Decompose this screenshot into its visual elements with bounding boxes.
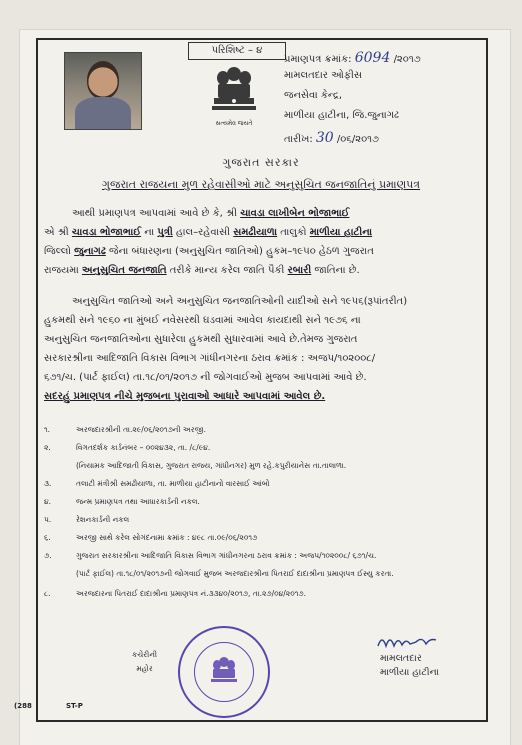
text-segment: જાતિના છે.: [311, 265, 360, 276]
evidence-number: ૧.: [44, 425, 51, 434]
text-segment: જેના બંધારણના (અનુસુચિત જાતિઓ) હુકમ–૧૯૫૦ હેઠળ ગુજરાત: [105, 246, 374, 257]
applicant-name: ચાવડા લાખીબેન ભોજાભાઈ: [240, 208, 350, 219]
village: સમઢીયાળા: [233, 227, 278, 238]
relation: પુત્રી: [157, 227, 173, 238]
evidence-item: અરજદારશ્રીની તા.૨૯/૦૬/૨૦૧૭ની અરજી.: [76, 425, 206, 434]
office-seal-label: [132, 648, 157, 676]
para1-line-1: [44, 204, 474, 223]
legal-basis-paragraph: [44, 292, 474, 406]
evidence-heading: સદરહું પ્રમાણપત્ર નીચે મુજબના પુરાવાઓ આધારે આપવામાં આવેલ છે.: [44, 391, 326, 402]
certificate-number-value: 6094: [354, 50, 391, 66]
text-segment: એ શ્રી: [44, 227, 72, 238]
national-emblem-icon: [206, 64, 262, 116]
form-code-left: (288: [14, 702, 32, 710]
emblem-motto: સત્યમેવ જયતે: [215, 120, 253, 127]
seal-emblem-icon: [180, 628, 268, 716]
district: જુનાગઢ: [74, 246, 106, 257]
certificate-number-label: પ્રમાણપત્ર ક્રમાંક:: [284, 54, 352, 65]
para2-line-4: સરકારશ્રીના આદિજાતિ વિકાસ વિભાગ ગાંધીનગરના ઠરાવ ક્રમાંક : અજપ/૧૦૨૦૦૮/: [44, 353, 376, 364]
evidence-number: ૨.: [44, 443, 51, 452]
certification-paragraph: [44, 204, 474, 280]
evidence-number: ૩.: [44, 479, 52, 488]
evidence-item: (પાર્ટ ફાઈલ) તા.૧૮/૦૧/૨૦૧૭ની જોગવાઈ મુજબ અરજદારશ્રીના પિતરાઈ દાદાશ્રીના પ્રમાણપત્ર ઈસ્યુ કરતા.: [76, 569, 394, 578]
father-name: ચાવડા ભોજાભાઈ: [71, 227, 142, 238]
para2-line-5: ૬૭૧/ચ. (પાર્ટ ફાઈલ) તા.૧૮/૦૧/૨૦૧૭ ની જોગવાઈઓ મુજબ આપવામાં આવે છે.: [44, 372, 367, 383]
office-line-1: મામલતદાર ઓફીસ: [284, 70, 362, 81]
certificate-number-line: [284, 50, 421, 66]
evidence-item: (નિયામક આદિજાતી વિકાસ, ગુજરાત રાજય, ગાંધીનગર) મુળ રહે.કપુરીયાનેસ તા.તાલાળા.: [76, 461, 347, 470]
evidence-item: ગુજરાત સરકારશ્રીના આદિજાતિ વિકાસ વિભાગ ગાંધીનગરના ઠરાવ ક્રમાંક : અજપ/૧૦૨૦૦૮/ ૬૭૧/ચ.: [76, 551, 377, 560]
officer-signature-block: [380, 652, 439, 680]
text-segment: રાજયમા: [44, 265, 82, 276]
text-segment: તરીકે માન્ય કરેલ જાતિ પૈકી: [166, 265, 288, 276]
text-segment: જિલ્લો: [44, 246, 75, 257]
office-seal-stamp: [178, 626, 270, 718]
para2-line-3: અનુસુચિત જનજાતિઓના સુધારેલા હુકમથી સુધારવામાં આવે છે.તેમજ ગુજરાત: [44, 334, 358, 345]
evidence-number: ૮.: [44, 589, 51, 598]
issue-date-rest: /૦૬/૨૦૧૭: [336, 134, 380, 145]
issue-date-day: 30: [315, 130, 334, 146]
certificate-title: ગુજરાત રાજયના મુળ રહેવાસીઓ માટે અનુસુચિત જનજાતિનું પ્રમાણપત્ર: [101, 178, 421, 191]
taluka: માળીયા હાટીના: [309, 227, 373, 238]
text-segment: તાલુકો: [277, 227, 310, 238]
issue-date-label: તારીખ:: [284, 134, 313, 145]
government-title: ગુજરાત સરકાર: [222, 156, 300, 169]
evidence-item: રેશનકાર્ડની નકલ: [76, 515, 130, 524]
officer-title: મામલતદાર: [380, 653, 422, 664]
photo-body-shape: [75, 97, 131, 130]
text-segment: હાલ–રહેવાસી: [172, 227, 234, 238]
category: અનુસુચિત જનજાતિ: [81, 265, 167, 276]
office-line-3: માળીયા હાટીના, જિ.જુનાગઢ: [284, 110, 400, 121]
evidence-item: અરજદારના પિતરાઈ દાદાશ્રીના પ્રમાણપત્ર નં.૩૩૪૦/૨૦૧૭, તા.૨૭/૦૪/૨૦૧૭.: [76, 589, 306, 598]
evidence-item: તલાટી મંત્રીશ્રી સમઢીયાળા, તા. માળીયા હાટીનાનો વારસાઈ આંબો: [76, 479, 270, 488]
office-seal-label-2: મહોર: [136, 664, 153, 673]
photo-head-shape: [87, 61, 119, 99]
evidence-item: અરજી સાથે કરેલ સોગંદનામા ક્રમાંક : ૪૯૮ તા.૦૯/૦૬/૨૦૧૭: [76, 533, 258, 542]
form-code: ST-P: [66, 702, 83, 710]
evidence-number: ૬.: [44, 533, 51, 542]
evidence-number: ૪.: [44, 497, 52, 506]
officer-place: માળીયા હાટીના: [380, 667, 440, 678]
certificate-number-year: /૨૦૧૭: [393, 54, 421, 65]
para1-line-2: [44, 223, 474, 242]
caste: રબારી: [287, 265, 312, 276]
office-seal-label-1: કચેરીની: [132, 650, 158, 659]
evidence-number: ૭.: [44, 551, 52, 560]
para1-line-4: [44, 261, 474, 280]
annex-label: પરિશિષ્ટ – ૪: [188, 42, 286, 60]
text-segment: આથી પ્રમાણપત્ર આપવામાં આવે છે કે, શ્રી: [72, 208, 241, 219]
para2-line-2: હુકમથી સને ૧૯૬૦ ના મુંબઈ નવેસરથી ઘડવામાં આવેલ કાયદાથી સને ૧૯૭૬ ના: [44, 315, 361, 326]
issue-date-line: [284, 130, 379, 146]
office-line-2: જનસેવા કેન્દ્ર,: [284, 90, 343, 101]
evidence-item: જન્મ પ્રમાણપત્ર તથા આધારકાર્ડની નકલ.: [76, 497, 200, 506]
text-segment: ના: [141, 227, 158, 238]
para1-line-3: [44, 242, 474, 261]
evidence-item: વિગતદર્શક કાર્ડનંબર – ૦૦૨૪૩૨, તા. /૮/૯૪.: [76, 443, 211, 452]
applicant-photo: [64, 52, 142, 130]
officer-signature: [376, 632, 438, 652]
evidence-number: ૫.: [44, 515, 52, 524]
para2-line-1: અનુસુચિત જાતિઓ અને અનુસુચિત જનજાતિઓની યાદીઓ સને ૧૯૫૬(રૂપાંતરીત): [72, 296, 408, 307]
